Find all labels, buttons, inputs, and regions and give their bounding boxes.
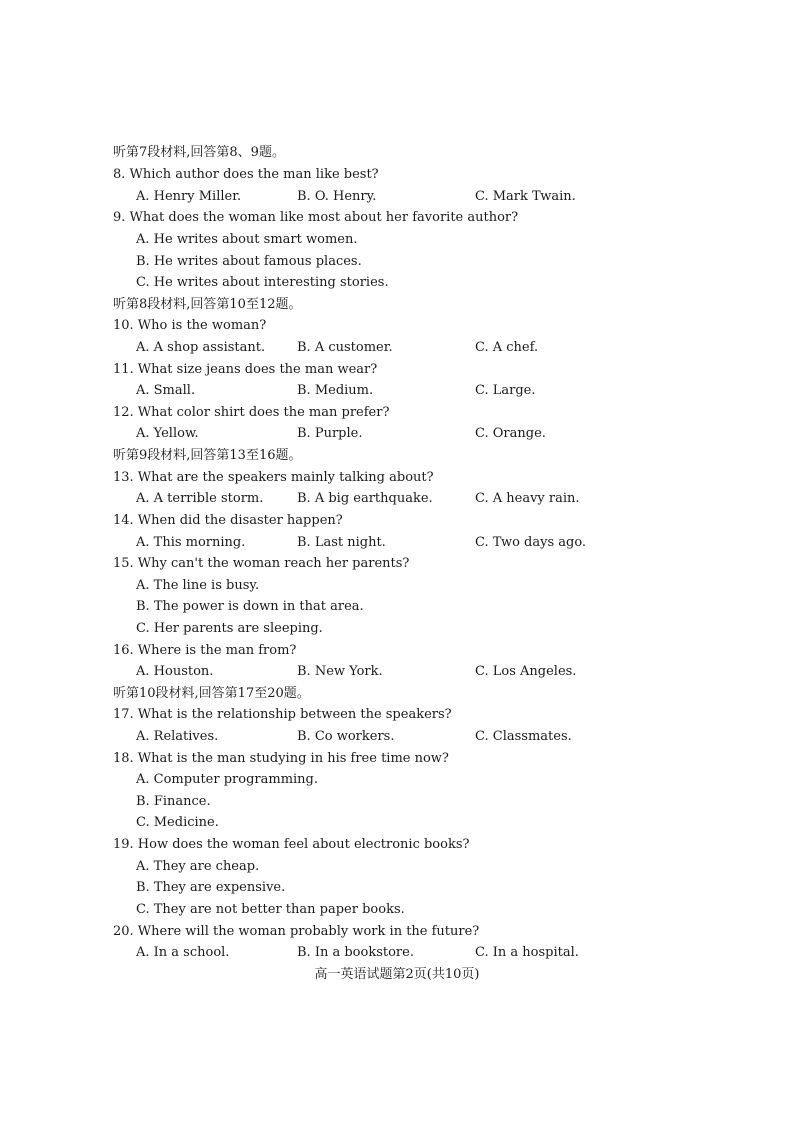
option-b: B. A big earthquake. xyxy=(297,491,433,506)
option-b: B. The power is down in that area. xyxy=(136,599,364,614)
question-text: 11. What size jeans does the man wear? xyxy=(113,362,378,377)
option-c: C. Classmates. xyxy=(475,729,572,744)
option-b: B. Medium. xyxy=(297,383,374,398)
option-b: B. Purple. xyxy=(297,426,363,441)
section-header: 听第7段材料,回答第8、9题。 xyxy=(113,145,285,160)
question-text: 9. What does the woman like most about her favorite author? xyxy=(113,210,519,225)
page-footer: 高一英语试题第2页(共10页) xyxy=(314,967,480,982)
option-a: A. A shop assistant. xyxy=(136,340,266,355)
question-text: 17. What is the relationship between the speakers? xyxy=(113,707,452,722)
option-b: B. Finance. xyxy=(136,794,211,809)
option-a: A. In a school. xyxy=(136,945,230,960)
question-text: 8. Which author does the man like best? xyxy=(113,167,379,182)
option-b: B. A customer. xyxy=(297,340,393,355)
question-text: 13. What are the speakers mainly talking about? xyxy=(113,470,434,485)
option-b: B. In a bookstore. xyxy=(297,945,414,960)
option-b: B. Co workers. xyxy=(297,729,395,744)
option-c: C. A heavy rain. xyxy=(475,491,580,506)
option-c: C. Los Angeles. xyxy=(475,664,577,679)
option-c: C. In a hospital. xyxy=(475,945,579,960)
option-a: A. They are cheap. xyxy=(136,859,260,874)
option-b: B. O. Henry. xyxy=(297,189,377,204)
option-b: B. They are expensive. xyxy=(136,880,286,895)
question-text: 12. What color shirt does the man prefer? xyxy=(113,405,390,420)
question-text: 14. When did the disaster happen? xyxy=(113,513,343,528)
question-text: 16. Where is the man from? xyxy=(113,643,297,658)
option-c: C. A chef. xyxy=(475,340,539,355)
option-c: C. They are not better than paper books. xyxy=(136,902,405,917)
option-a: A. He writes about smart women. xyxy=(136,232,358,247)
option-b: B. Last night. xyxy=(297,535,386,550)
option-a: A. Computer programming. xyxy=(136,772,318,787)
question-text: 10. Who is the woman? xyxy=(113,318,267,333)
option-a: A. Yellow. xyxy=(136,426,199,441)
option-a: A. Relatives. xyxy=(136,729,219,744)
option-a: A. Small. xyxy=(136,383,196,398)
option-c: C. Medicine. xyxy=(136,815,219,830)
option-a: A. Houston. xyxy=(136,664,214,679)
option-a: A. This morning. xyxy=(136,535,246,550)
question-text: 15. Why can't the woman reach her parents? xyxy=(113,556,410,571)
option-b: B. He writes about famous places. xyxy=(136,254,362,269)
option-c: C. Her parents are sleeping. xyxy=(136,621,323,636)
section-header: 听第10段材料,回答第17至20题。 xyxy=(113,686,310,701)
option-c: C. Large. xyxy=(475,383,536,398)
option-a: A. A terrible storm. xyxy=(136,491,264,506)
question-text: 19. How does the woman feel about electronic books? xyxy=(113,837,470,852)
question-text: 20. Where will the woman probably work in the future? xyxy=(113,924,480,939)
option-c: C. Two days ago. xyxy=(475,535,587,550)
option-b: B. New York. xyxy=(297,664,383,679)
option-c: C. He writes about interesting stories. xyxy=(136,275,389,290)
option-a: A. Henry Miller. xyxy=(136,189,242,204)
option-a: A. The line is busy. xyxy=(136,578,260,593)
section-header: 听第8段材料,回答第10至12题。 xyxy=(113,297,302,312)
option-c: C. Mark Twain. xyxy=(475,189,576,204)
section-header: 听第9段材料,回答第13至16题。 xyxy=(113,448,302,463)
option-c: C. Orange. xyxy=(475,426,546,441)
question-text: 18. What is the man studying in his free time now? xyxy=(113,751,449,766)
